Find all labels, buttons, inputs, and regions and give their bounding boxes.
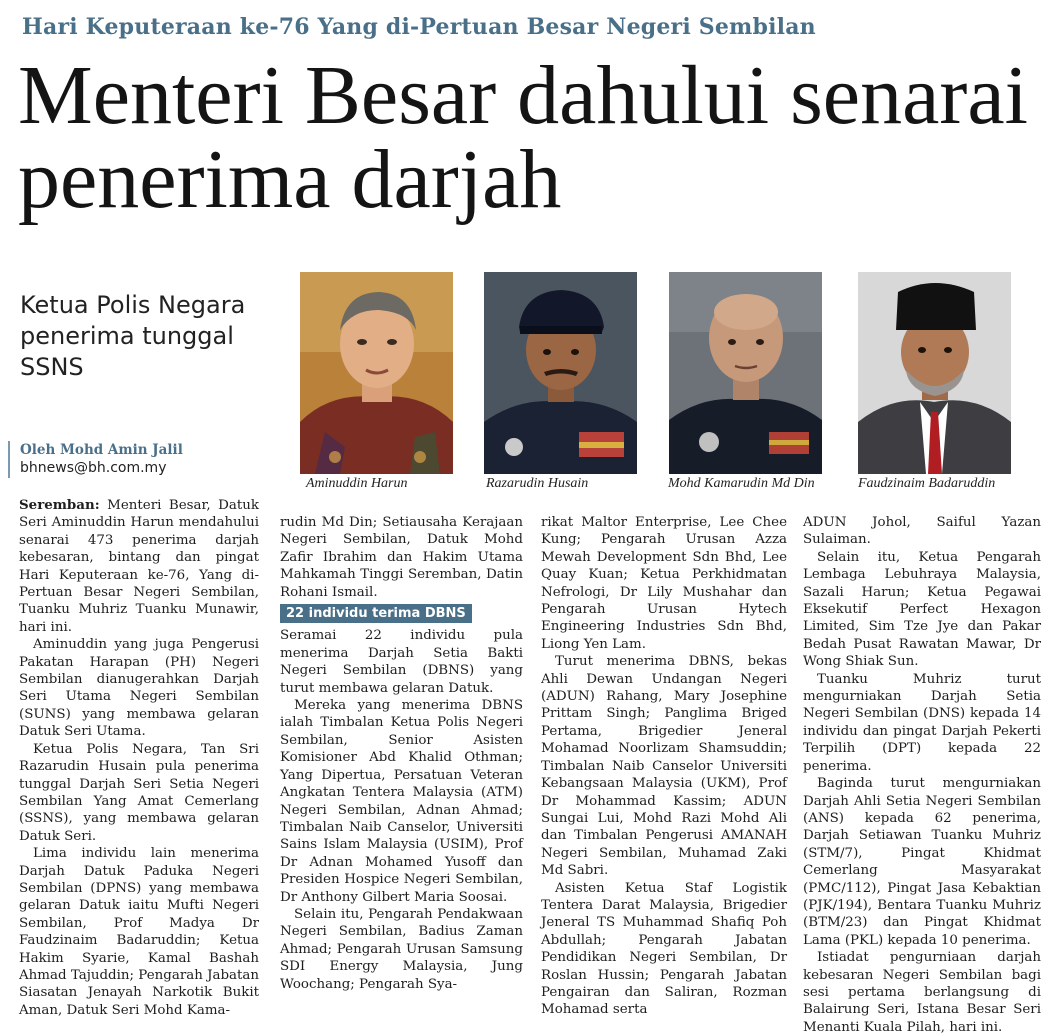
article-paragraph: Aminuddin yang juga Pengerusi Pakatan Harapan (PH) Negeri Sembilan dianugerahkan Darjah Seri Utama Negeri Sembilan (SUNS) yang membawa gelaran Datuk Seri Utama. — [19, 637, 259, 740]
subhead: Ketua Polis Negara penerima tunggal SSNS — [20, 291, 246, 381]
section-subhead: 22 individu terima DBNS — [280, 604, 472, 623]
portrait-kamarudin-image — [669, 272, 822, 474]
article-paragraph: Turut menerima DBNS, bekas Ahli Dewan Undangan Negeri (ADUN) Rahang, Mary Josephine Prittam Singh; Panglima Briged Pertama, Brigedier Jeneral Mohamad Noorlizam Shamsuddin; Timbalan Naib Canselor Universiti Kebangsaan Malaysia (UKM), Prof Dr Mohammad Kassim; ADUN Sungai Lui, Mohd Razi Mohd Ali dan Timbalan Pengerusi AMANAH Negeri Sembilan, Muhamad Zaki Md Sabri. — [541, 654, 787, 879]
article-paragraph: Tuanku Muhriz turut mengurniakan Darjah Setia Negeri Sembilan (DNS) kepada 14 individu dan pingat Darjah Pekerti Terpilih (DPT) kepada 22 penerima. — [803, 671, 1041, 774]
article-column-3 — [541, 514, 787, 1019]
article-column-1 — [19, 497, 259, 1019]
article-paragraph: Istiadat pengurniaan darjah kebesaran Negeri Sembilan bagi sesi pertama berlangsung di Balairung Seri, Istana Besar Seri Menanti Kuala Pilah, hari ini. — [803, 950, 1041, 1035]
paragraph-text: Menteri Besar, Datuk Seri Aminuddin Harun mendahului senarai 473 penerima darjah kebesaran, bintang dan pingat Hari Keputeraan ke-76, Yang di-Pertuan Besar Negeri Sembilan, Tuanku Muhriz Tuanku Munawir, hari ini. — [19, 498, 259, 635]
photo-razarudin-husain — [484, 272, 637, 474]
article-paragraph: Selain itu, Ketua Pengarah Lembaga Lebuhraya Malaysia, Sazali Harun; Ketua Pegawai Eksekutif Perfect Hexagon Limited, Sim Tze Jye dan Pakar Bedah Pusat Rawatan Mawar, Dr Wong Shiak Sun. — [803, 549, 1041, 670]
article-paragraph: rikat Maltor Enterprise, Lee Chee Kung; Pengarah Urusan Azza Mewah Development Sdn Bhd, Lee Quay Kuan; Ketua Perkhidmatan Nefrologi, Dr Lily Mushahar dan Pengarah Urusan Hytech Engineering Industries Sdn Bhd, Liong Yen Lam. — [541, 515, 787, 652]
photo-aminuddin-harun — [300, 272, 453, 474]
article-paragraph: ADUN Johol, Saiful Yazan Sulaiman. — [803, 515, 1041, 548]
caption-razarudin-husain: Razarudin Husain — [486, 476, 589, 491]
caption-aminuddin-harun: Aminuddin Harun — [306, 476, 408, 491]
dateline: Seremban: — [19, 497, 100, 513]
portrait-faudzinaim-image — [858, 272, 1011, 474]
photo-faudzinaim — [858, 272, 1011, 474]
article-paragraph — [19, 497, 259, 636]
article-paragraph: Asisten Ketua Staf Logistik Tentera Darat Malaysia, Brigedier Jeneral TS Muhammad Shafiq Poh Abdullah; Pengarah Jabatan Pendidikan Negeri Sembilan, Dr Roslan Hussin; Pengarah Jabatan Pengairan dan Saliran, Rozman Mohamad serta — [541, 880, 787, 1018]
article-paragraph: Seramai 22 individu pula menerima Darjah Setia Bakti Negeri Sembilan (DBNS) yang turut membawa gelaran Datuk. — [280, 628, 523, 696]
portrait-razarudin-image — [484, 272, 637, 474]
byline-email: bhnews@bh.com.my — [20, 460, 167, 476]
article-column-4 — [803, 514, 1041, 1036]
article-paragraph: Lima individu lain menerima Darjah Datuk Paduka Negeri Sembilan (DPNS) yang membawa gelaran Datuk iaitu Mufti Negeri Sembilan, Prof Madya Dr Faudzinaim Badaruddin; Ketua Hakim Syarie, Kamal Bashah Ahmad Tajuddin; Pengarah Jabatan Siasatan Jenayah Narkotik Bukit Aman, Datuk Seri Mohd Kama- — [19, 846, 259, 1018]
article-paragraph: Baginda turut mengurniakan Darjah Ahli Setia Negeri Sembilan (ANS) kepada 62 penerima, Darjah Setiawan Tuanku Muhriz (STM/7), Pingat Khidmat Cemerlang Masyarakat (PMC/112), Pingat Jasa Kebaktian (PJK/194), Bentara Tuanku Muhriz (BTM/23) dan Pingat Khidmat Lama (PKL) kepada 10 penerima. — [803, 776, 1041, 948]
portrait-aminuddin-image — [300, 272, 453, 474]
kicker: Hari Keputeraan ke-76 Yang di-Pertuan Besar Negeri Sembilan — [22, 14, 816, 40]
article-paragraph: Ketua Polis Negara, Tan Sri Razarudin Husain pula penerima tunggal Darjah Seri Setia Negeri Sembilan Yang Amat Cemerlang (SSNS), yang membawa gelaran Datuk Seri. — [19, 741, 259, 844]
caption-faudzinaim: Faudzinaim Badaruddin — [858, 476, 996, 491]
byline-block — [8, 441, 183, 478]
byline: Oleh Mohd Amin Jalil — [20, 442, 183, 458]
headline: Menteri Besar dahului senarai penerima darjah — [18, 49, 1028, 226]
photo-mohd-kamarudin — [669, 272, 822, 474]
article-paragraph: rudin Md Din; Setiausaha Kerajaan Negeri Sembilan, Datuk Mohd Zafir Ibrahim dan Hakim Utama Mahkamah Tinggi Seremban, Datin Rohani Ismail. — [280, 515, 523, 600]
article-paragraph: Mereka yang menerima DBNS ialah Timbalan Ketua Polis Negeri Sembilan, Senior Asisten Komisioner Abd Khalid Othman; Yang Dipertua, Persatuan Veteran Angkatan Tentera Malaysia (ATM) Negeri Sembilan, Adnan Ahmad; Timbalan Naib Canselor, Universiti Sains Islam Malaysia (USIM), Prof Dr Adnan Mohamed Yusoff dan Presiden Hospice Negeri Sembilan, Dr Anthony Gilbert Maria Soosai. — [280, 698, 523, 905]
article-paragraph: Selain itu, Pengarah Pendakwaan Negeri Sembilan, Badius Zaman Ahmad; Pengarah Urusan Samsung SDI Energy Malaysia, Jung Woochang; Pengarah Sya- — [280, 906, 523, 992]
article-column-2 — [280, 514, 523, 993]
caption-mohd-kamarudin: Mohd Kamarudin Md Din — [668, 476, 815, 491]
